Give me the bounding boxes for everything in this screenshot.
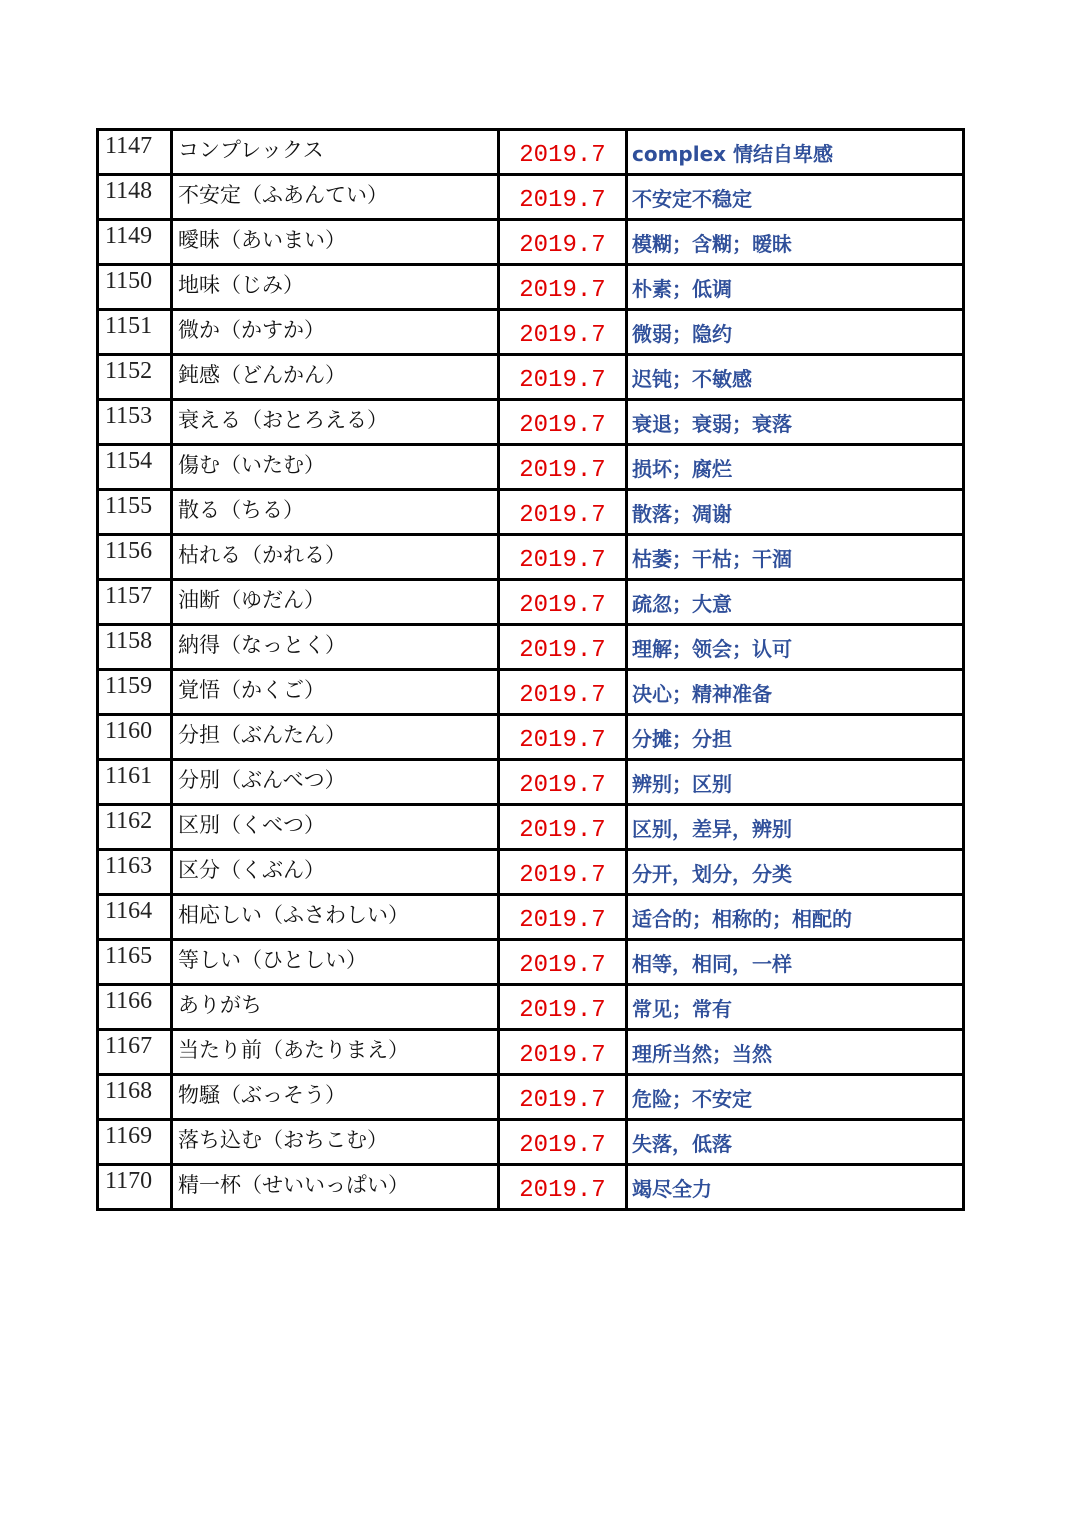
entry-date: 2019.7 [499,400,627,445]
chinese-meaning: 常见；常有 [627,985,964,1030]
chinese-meaning: 适合的；相称的；相配的 [627,895,964,940]
vocabulary-table [96,128,965,1211]
chinese-meaning: 不安定不稳定 [627,175,964,220]
entry-date: 2019.7 [499,1075,627,1120]
entry-date: 2019.7 [499,310,627,355]
entry-number: 1161 [98,760,172,805]
entry-number: 1149 [98,220,172,265]
japanese-word: 覚悟（かくご） [172,670,499,715]
entry-date: 2019.7 [499,940,627,985]
entry-date: 2019.7 [499,1165,627,1210]
table-row [98,805,964,850]
japanese-word: 傷む（いたむ） [172,445,499,490]
japanese-word: 微か（かすか） [172,310,499,355]
entry-date: 2019.7 [499,580,627,625]
chinese-meaning: 理所当然；当然 [627,1030,964,1075]
table-row [98,940,964,985]
japanese-word: 落ち込む（おちこむ） [172,1120,499,1165]
entry-number: 1163 [98,850,172,895]
entry-date: 2019.7 [499,535,627,580]
entry-number: 1152 [98,355,172,400]
entry-date: 2019.7 [499,445,627,490]
table-row [98,760,964,805]
entry-number: 1164 [98,895,172,940]
entry-number: 1158 [98,625,172,670]
vocabulary-table-body [98,130,964,1210]
japanese-word: 精一杯（せいいっぱい） [172,1165,499,1210]
table-row [98,310,964,355]
entry-date: 2019.7 [499,1120,627,1165]
table-row [98,895,964,940]
chinese-meaning: 疏忽；大意 [627,580,964,625]
table-row [98,445,964,490]
entry-date: 2019.7 [499,805,627,850]
entry-number: 1160 [98,715,172,760]
entry-date: 2019.7 [499,670,627,715]
table-row [98,1120,964,1165]
chinese-meaning: 迟钝；不敏感 [627,355,964,400]
chinese-meaning: 理解；领会；认可 [627,625,964,670]
table-row [98,535,964,580]
entry-number: 1147 [98,130,172,175]
chinese-meaning: 竭尽全力 [627,1165,964,1210]
table-row [98,355,964,400]
table-row [98,220,964,265]
entry-number: 1153 [98,400,172,445]
table-row [98,625,964,670]
entry-date: 2019.7 [499,625,627,670]
entry-number: 1168 [98,1075,172,1120]
entry-number: 1166 [98,985,172,1030]
entry-date: 2019.7 [499,175,627,220]
entry-number: 1165 [98,940,172,985]
chinese-meaning: 区别，差异，辨别 [627,805,964,850]
japanese-word: 物騒（ぶっそう） [172,1075,499,1120]
japanese-word: 相応しい（ふさわしい） [172,895,499,940]
entry-date: 2019.7 [499,130,627,175]
japanese-word: 地味（じみ） [172,265,499,310]
chinese-meaning: 相等，相同，一样 [627,940,964,985]
entry-date: 2019.7 [499,1030,627,1075]
table-row [98,670,964,715]
japanese-word: 油断（ゆだん） [172,580,499,625]
japanese-word: 分別（ぶんべつ） [172,760,499,805]
japanese-word: 曖昧（あいまい） [172,220,499,265]
japanese-word: 不安定（ふあんてい） [172,175,499,220]
chinese-meaning: 衰退；衰弱；衰落 [627,400,964,445]
table-row [98,1075,964,1120]
table-row [98,715,964,760]
chinese-meaning: 微弱；隐约 [627,310,964,355]
entry-date: 2019.7 [499,355,627,400]
japanese-word: 分担（ぶんたん） [172,715,499,760]
chinese-meaning: 损坏；腐烂 [627,445,964,490]
japanese-word: コンプレックス [172,130,499,175]
entry-number: 1167 [98,1030,172,1075]
entry-number: 1148 [98,175,172,220]
japanese-word: 納得（なっとく） [172,625,499,670]
japanese-word: 当たり前（あたりまえ） [172,1030,499,1075]
entry-number: 1150 [98,265,172,310]
entry-number: 1155 [98,490,172,535]
table-row [98,1165,964,1210]
chinese-meaning: 散落；凋谢 [627,490,964,535]
table-row [98,580,964,625]
entry-number: 1156 [98,535,172,580]
entry-date: 2019.7 [499,850,627,895]
entry-date: 2019.7 [499,220,627,265]
chinese-meaning: complex 情结自卑感 [627,130,964,175]
japanese-word: 区別（くべつ） [172,805,499,850]
japanese-word: ありがち [172,985,499,1030]
entry-date: 2019.7 [499,985,627,1030]
japanese-word: 衰える（おとろえる） [172,400,499,445]
table-row [98,400,964,445]
japanese-word: 等しい（ひとしい） [172,940,499,985]
entry-date: 2019.7 [499,895,627,940]
table-row [98,130,964,175]
chinese-meaning: 失落，低落 [627,1120,964,1165]
chinese-meaning: 辨别；区别 [627,760,964,805]
chinese-meaning: 危险；不安定 [627,1075,964,1120]
table-row [98,985,964,1030]
japanese-word: 区分（くぶん） [172,850,499,895]
table-row [98,265,964,310]
entry-number: 1154 [98,445,172,490]
chinese-meaning: 枯萎；干枯；干涸 [627,535,964,580]
entry-date: 2019.7 [499,760,627,805]
entry-date: 2019.7 [499,265,627,310]
table-row [98,490,964,535]
chinese-meaning: 分摊；分担 [627,715,964,760]
table-row [98,175,964,220]
table-row [98,1030,964,1075]
japanese-word: 枯れる（かれる） [172,535,499,580]
entry-number: 1159 [98,670,172,715]
entry-number: 1162 [98,805,172,850]
vocabulary-sheet [96,128,962,1211]
entry-date: 2019.7 [499,490,627,535]
entry-number: 1151 [98,310,172,355]
entry-number: 1170 [98,1165,172,1210]
chinese-meaning: 分开，划分，分类 [627,850,964,895]
table-row [98,850,964,895]
entry-number: 1157 [98,580,172,625]
japanese-word: 鈍感（どんかん） [172,355,499,400]
chinese-meaning: 决心；精神准备 [627,670,964,715]
chinese-meaning: 朴素；低调 [627,265,964,310]
japanese-word: 散る（ちる） [172,490,499,535]
entry-number: 1169 [98,1120,172,1165]
entry-date: 2019.7 [499,715,627,760]
chinese-meaning: 模糊；含糊；暧昧 [627,220,964,265]
